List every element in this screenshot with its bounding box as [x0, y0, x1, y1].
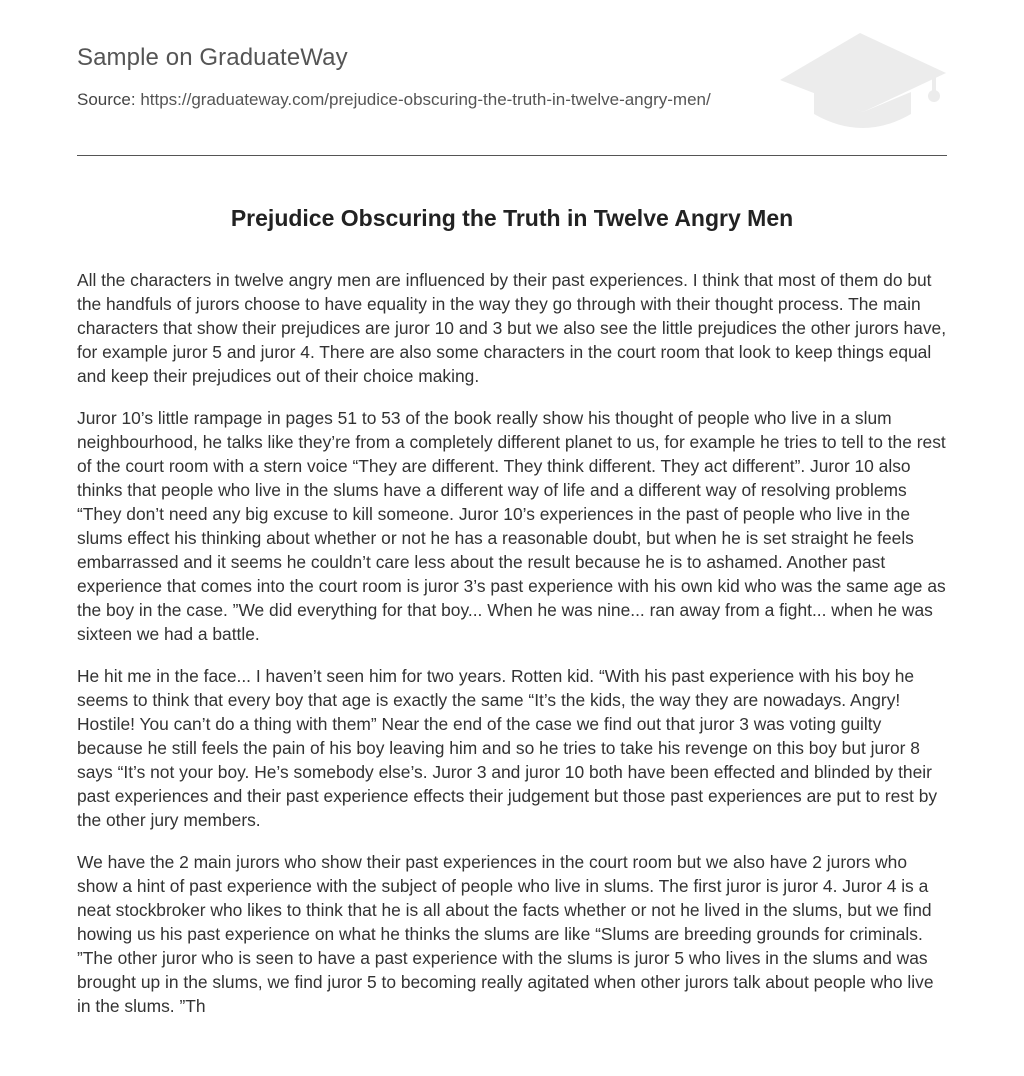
paragraph: He hit me in the face... I haven’t seen him for two years. Rotten kid. “With his past experience with his boy he seems to think that every boy that age is exactly the same “It’s the kids, the way they are nowadays. Angry! Hostile! You can’t do a thing with them” Near the end of the case we find out that juror 3 was voting guilty because he still feels the pain of his boy leaving him and so he tries to take his revenge on this boy but juror 8 says “It’s not your boy. He’s somebody else’s. Juror 3 and juror 10 both have been effected and blinded by their past experiences and their past experience effects their judgement but those past experiences are put to rest by the other jury members.: [77, 666, 938, 830]
source-label: Source:: [77, 90, 136, 109]
graduation-cap-icon: [780, 30, 946, 132]
header-divider: [77, 155, 947, 156]
paragraph: All the characters in twelve angry men are influenced by their past experiences. I think that most of them do but the handfuls of jurors choose to have equality in the way they go through with their thought process. The main characters that show their prejudices are juror 10 and 3 but we also see the little prejudices the other jurors have, for example juror 5 and juror 4. There are also some characters in the court room that look to keep things equal and keep their prejudices out of their choice making.: [77, 270, 947, 386]
site-title: Sample on GraduateWay: [77, 44, 348, 71]
source-line: [77, 90, 711, 110]
source-link[interactable]: https://graduateway.com/prejudice-obscuring-the-truth-in-twelve-angry-men/: [140, 90, 711, 109]
document-body: [77, 268, 951, 1036]
document-title: Prejudice Obscuring the Truth in Twelve Angry Men: [230, 205, 794, 231]
paragraph: Juror 10’s little rampage in pages 51 to 53 of the book really show his thought of people who live in a slum neighbourhood, he talks like they’re from a completely different planet to us, for example he tries to tell to the rest of the court room with a stern voice “They are different. They think different. They act different”. Juror 10 also thinks that people who live in the slums have a different way of life and a different way of resolving problems “They don’t need any big excuse to kill someone. Juror 10’s experiences in the past of people who live in the slums effect his thinking about whether or not he has a reasonable doubt, but when he is set straight he feels embarrassed and it seems he couldn’t care less about the result because he is to ashamed. Another past experience that comes into the court room is juror 3’s past experience with his own kid who was the same age as the boy in the case. ”We did everything for that boy... When he was nine... ran away from a fight... when he was sixteen we had a battle.: [77, 408, 946, 644]
paragraph: We have the 2 main jurors who show their past experiences in the court room but we also have 2 jurors who show a hint of past experience with the subject of people who live in slums. The first juror is juror 4. Juror 4 is a neat stockbroker who likes to think that he is all about the facts whether or not he lived in the slums, but we find howing us his past experience on what he thinks the slums are like “Slums are breeding grounds for criminals. ”The other juror who is seen to have a past experience with the slums is juror 5 who lives in the slums and was brought up in the slums, we find juror 5 to becoming really agitated when other jurors talk about people who live in the slums. ”Th: [77, 852, 934, 1016]
page-header: [77, 0, 947, 156]
